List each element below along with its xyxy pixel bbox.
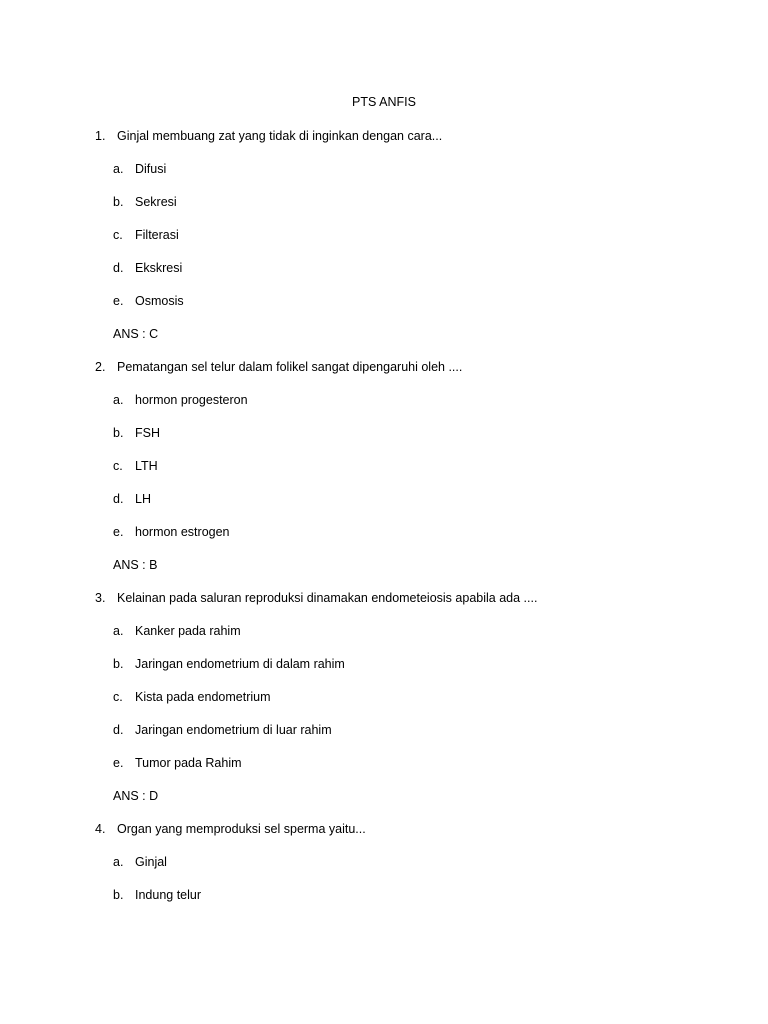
option-letter: b. [113,195,124,209]
option-item [0,887,768,920]
question-text: Ginjal membuang zat yang tidak di inginkan dengan cara... [117,129,443,143]
answer-key: ANS : D [113,789,159,803]
question-text: Pematangan sel telur dalam folikel sangat dipengaruhi oleh .... [117,360,463,374]
option-item [0,722,768,755]
option-item [0,161,768,194]
option-item [0,392,768,425]
option-text: hormon progesteron [135,393,248,407]
option-letter: d. [113,723,124,737]
option-text: LTH [135,459,158,473]
option-letter: d. [113,261,124,275]
option-letter: b. [113,426,124,440]
option-text: Osmosis [135,294,184,308]
option-text: Ekskresi [135,261,183,275]
option-letter: c. [113,690,123,704]
option-item [0,227,768,260]
option-letter: b. [113,657,124,671]
question-2 [0,359,768,392]
option-item [0,425,768,458]
option-text: Filterasi [135,228,179,242]
option-text: Kanker pada rahim [135,624,241,638]
question-number: 2. [95,360,106,374]
option-letter: e. [113,756,124,770]
option-text: Indung telur [135,888,202,902]
question-1 [0,128,768,161]
option-letter: a. [113,855,124,869]
option-item [0,491,768,524]
option-item [0,194,768,227]
option-item [0,755,768,788]
option-item [0,524,768,557]
option-item [0,854,768,887]
option-letter: e. [113,525,124,539]
option-item [0,293,768,326]
option-text: LH [135,492,151,506]
question-number: 1. [95,129,106,143]
option-letter: b. [113,888,124,902]
option-text: Ginjal [135,855,167,869]
question-number: 3. [95,591,106,605]
option-letter: c. [113,459,123,473]
option-item [0,458,768,491]
document-body [0,128,768,920]
option-item [0,656,768,689]
option-item [0,623,768,656]
option-item [0,689,768,722]
answer-key: ANS : B [113,558,158,572]
option-text: Tumor pada Rahim [135,756,242,770]
question-3 [0,590,768,623]
question-text: Organ yang memproduksi sel sperma yaitu... [117,822,366,836]
document-title: PTS ANFIS [352,95,416,109]
option-text: Jaringan endometrium di dalam rahim [135,657,345,671]
option-letter: d. [113,492,124,506]
question-text: Kelainan pada saluran reproduksi dinamakan endometeiosis apabila ada .... [117,591,538,605]
option-text: Sekresi [135,195,177,209]
option-letter: a. [113,624,124,638]
option-letter: a. [113,162,124,176]
option-text: Jaringan endometrium di luar rahim [135,723,332,737]
option-letter: e. [113,294,124,308]
option-item [0,260,768,293]
answer-key: ANS : C [113,327,159,341]
option-letter: a. [113,393,124,407]
option-text: Difusi [135,162,167,176]
option-text: FSH [135,426,160,440]
option-text: hormon estrogen [135,525,230,539]
question-number: 4. [95,822,106,836]
option-letter: c. [113,228,123,242]
question-4 [0,821,768,854]
option-text: Kista pada endometrium [135,690,271,704]
